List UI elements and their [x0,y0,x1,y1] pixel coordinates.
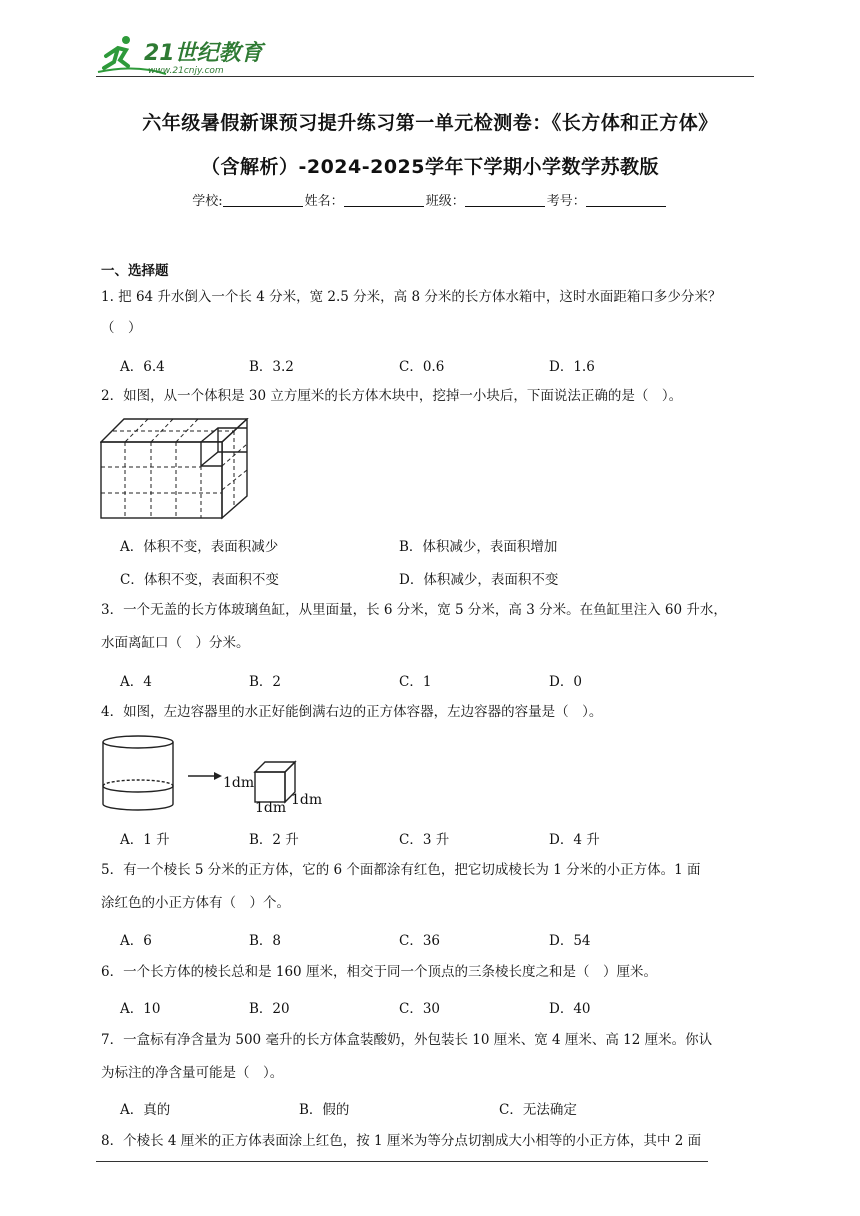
q6-option-d[interactable]: D．40 [549,1001,591,1017]
q5-option-d[interactable]: D．54 [549,933,591,949]
question-2-line1: 2．如图，从一个体积是 30 立方厘米的长方体木块中，挖掉一小块后，下面说法正确的是（ ）。 [101,388,683,404]
q2-option-b[interactable]: B．体积减少，表面积增加 [399,539,558,555]
section-heading: 一、选择题 [101,263,169,279]
q5-option-c[interactable]: C．36 [399,933,441,949]
q2-option-c[interactable]: C．体积不变，表面积不变 [120,572,279,588]
q7-option-c[interactable]: C．无法确定 [499,1102,577,1118]
q1-option-b[interactable]: B．3.2 [249,359,294,375]
cube-length-label: 1dm [255,800,287,814]
exam-no-label: 考号： [546,194,586,209]
footer-rule [96,1161,708,1162]
q6-option-b[interactable]: B．20 [249,1001,290,1017]
q3-option-a[interactable]: A．4 [120,674,152,690]
q4-option-d[interactable]: D．4 升 [549,832,600,848]
question-8-line1: 8．个棱长 4 厘米的正方体表面涂上红色，按 1 厘米为等分点切割成大小相等的小正方体，其中 2 面 [101,1133,702,1149]
q6-option-a[interactable]: A．10 [120,1001,161,1017]
cuboid-with-notch-figure [100,418,252,522]
question-5-line2: 涂红色的小正方体有（ ）个。 [101,895,290,911]
question-5-line1: 5．有一个棱长 5 分米的正方体，它的 6 个面都涂有红色，把它切成棱长为 1 分米的小正方体。1 面 [101,862,701,878]
q3-option-b[interactable]: B．2 [249,674,282,690]
q4-option-c[interactable]: C．3 升 [399,832,450,848]
page-title-line2: （含解析）-2024-2025学年下学期小学数学苏教版 [200,156,660,178]
logo-text: 21世纪教育 [144,41,263,66]
logo-url: www.21cnjy.com [148,66,224,76]
exam-no-blank[interactable] [586,193,666,207]
q5-option-a[interactable]: A．6 [120,933,152,949]
question-7-line2: 为标注的净含量可能是（ ）。 [101,1065,284,1081]
school-blank[interactable] [223,193,303,207]
name-label: 姓名： [304,194,344,209]
arrow-icon [188,772,222,780]
question-7-line1: 7．一盒标有净含量为 500 毫升的长方体盒装酸奶，外包装长 10 厘米、宽 4 厘米、高 12 厘米。你认 [101,1032,713,1048]
student-info [0,190,860,209]
header-rule [96,76,754,77]
question-1-line1: 1. 把 64 升水倒入一个长 4 分米，宽 2.5 分米，高 8 分米的长方体水箱中，这时水面距箱口多少分米？ [101,289,722,305]
q2-option-a[interactable]: A．体积不变，表面积减少 [120,539,279,555]
page-title-line1: 六年级暑假新课预习提升练习第一单元检测卷：《长方体和正方体》 [142,112,718,134]
question-3-line2: 水面离缸口（ ）分米。 [101,635,250,651]
question-4-line1: 4．如图，左边容器里的水正好能倒满右边的正方体容器，左边容器的容量是（ ）。 [101,704,603,720]
q4-option-a[interactable]: A．1 升 [120,832,170,848]
q1-option-a[interactable]: A．6.4 [120,359,165,375]
name-blank[interactable] [344,193,424,207]
q6-option-c[interactable]: C．30 [399,1001,441,1017]
q1-option-d[interactable]: D．1.6 [549,359,595,375]
cube-width-label: 1dm [291,792,323,808]
q5-option-b[interactable]: B．8 [249,933,282,949]
q3-option-d[interactable]: D．0 [549,674,582,690]
cube-container [255,762,295,802]
q7-option-b[interactable]: B．假的 [299,1102,350,1118]
q4-option-b[interactable]: B．2 升 [249,832,299,848]
q1-option-c[interactable]: C．0.6 [399,359,445,375]
cylinder-to-cube-figure [100,734,330,814]
question-6-line1: 6．一个长方体的棱长总和是 160 厘米，相交于同一个顶点的三条棱长度之和是（ ）厘米。 [101,964,657,980]
site-logo [96,34,266,78]
school-label: 学校: [192,194,223,209]
question-1-line2: （ ） [101,320,142,336]
q7-option-a[interactable]: A．真的 [120,1102,171,1118]
q2-option-d[interactable]: D．体积减少，表面积不变 [399,572,559,588]
cube-height-label: 1dm [223,775,255,791]
class-label: 班级： [425,194,465,209]
class-blank[interactable] [465,193,545,207]
cylinder-container [103,736,173,810]
question-3-line1: 3．一个无盖的长方体玻璃鱼缸，从里面量，长 6 分米，宽 5 分米，高 3 分米。在鱼缸里注入 60 升水， [101,602,727,618]
q3-option-c[interactable]: C．1 [399,674,432,690]
